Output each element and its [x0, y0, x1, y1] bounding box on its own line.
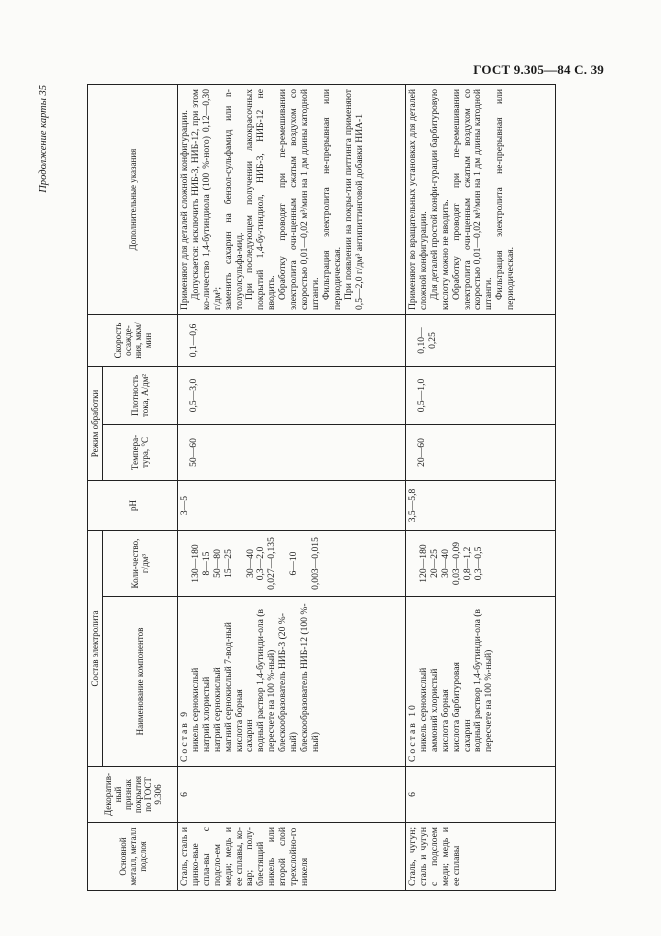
electrolyte-table: [87, 84, 556, 891]
quantity-value: 120—180: [418, 544, 429, 583]
component-item: блескообразователь НИБ-12 (100 %-ный): [298, 603, 321, 752]
component-item: натрий сернокислый: [211, 667, 223, 752]
component-item: кислота барбитуровая: [450, 662, 462, 752]
composition-title: Состав 9: [179, 710, 190, 762]
note-paragraph: Допускается: исключить НИБ-3, НИБ-12, при этом ко-личество 1,4-бутиндиола (100 %-ного) 0,12—0,30 г/дм³;: [189, 89, 223, 310]
quantities-cell: [406, 531, 556, 597]
col-current-density: Плотность тока, А/дм²: [103, 367, 178, 425]
col-deposition-rate: Скорость осажде-ния, мкм/мин: [88, 315, 178, 367]
table-row: [178, 85, 406, 891]
component-item: аммоний хлористый: [428, 668, 440, 752]
quantity-value: 0,03—0,09: [450, 541, 462, 586]
col-mode: Режим обработки: [88, 367, 103, 481]
note-paragraph: Применяют для деталей сложной конфигурации.: [179, 110, 190, 310]
note-paragraph: Фильтрация электролита не-прерывная или периодическая.: [494, 89, 517, 310]
component-item: блескообразователь НИБ-3 (20 %-ный): [277, 613, 300, 752]
component-item: натрий хлористый: [200, 676, 212, 752]
quantity-value: 0,8—1,2: [461, 546, 473, 581]
quantity-value: 0,3—2,0: [255, 546, 267, 581]
col-electrolyte: Состав электролита: [88, 531, 103, 767]
current-density-cell: 0,5—1,0: [406, 367, 556, 425]
current-density-cell: 0,5—3,0: [178, 367, 406, 425]
col-temperature: Темпера-тура, °С: [103, 425, 178, 481]
col-notes: Дополнительные указания: [88, 85, 178, 315]
deposition-rate-cell: 0,10—0,25: [406, 315, 556, 367]
component-item: водный раствор 1,4-бутинди-ола (в пересчете на 100 %-ный): [472, 609, 495, 752]
component-item: сахарин: [244, 719, 256, 752]
note-paragraph: Применяют во вращательных установках для деталей сложной конфигурации.: [407, 89, 429, 310]
decor-cell: 6: [406, 767, 556, 823]
ph-cell: 3—5: [178, 481, 406, 531]
quantity-value: 50—80: [211, 549, 223, 578]
ph-cell: 3,5—5,8: [406, 481, 556, 531]
notes-cell: [178, 85, 406, 315]
note-paragraph: При последующем получении лакокрасочных покрытий 1,4-бу-тиндиол, НИБ-3, НИБ-12 не вводить.: [244, 89, 278, 310]
rotated-table-block: [38, 85, 607, 891]
col-ph: рН: [88, 481, 178, 531]
quantity-value: [235, 535, 246, 592]
quantity-value: 6—10: [288, 551, 300, 576]
component-item: никель сернокислый: [189, 667, 201, 752]
metal-cell: Сталь, чугун; сталь и чугун с подслоем меди; медь и ее сплавы: [406, 823, 556, 891]
col-component-name: Наименование компонентов: [103, 597, 178, 767]
deposition-rate-cell: 0,1—0,6: [178, 315, 406, 367]
component-item: кислота борная: [439, 689, 451, 752]
quantity-value: 15—25: [222, 549, 234, 578]
quantity-value: 8—15: [200, 551, 212, 576]
note-paragraph: Фильтрация электролита не-прерывная или периодическая.: [320, 89, 343, 310]
quantity-value: 0,003—0,015: [309, 537, 321, 590]
quantity-value: 0,027—0,135: [266, 537, 278, 590]
table-row: [406, 85, 556, 891]
component-item: никель сернокислый: [417, 667, 429, 752]
component-item: водный раствор 1,4-бутинди-ола (в пересчете на 100 %-ный): [255, 609, 278, 752]
metal-cell: Сталь, сталь и цинко-вые спла-вы с подсло-ем меди; медь и ее сплавы, ко-вар; полу-блестящий никель или второй слой трехслойно-го никеля: [178, 823, 406, 891]
notes-cell: [406, 85, 556, 315]
decor-cell: 6: [178, 767, 406, 823]
quantity-value: 0,3—0,5: [472, 546, 484, 581]
components-cell: [406, 597, 556, 767]
component-item: сахарин: [461, 719, 473, 752]
note-paragraph: Обработку проводят при пе-ремешивании электролита очи-щенным сжатым воздухом со скоростью 0,01—0,02 м³/мин на 1 дм длины катодной штанги.: [450, 89, 495, 310]
col-quantity: Коли-чество, г/дм³: [103, 531, 178, 597]
quantity-value: 30—40: [439, 549, 451, 578]
quantity-value: 130—180: [190, 544, 201, 583]
note-paragraph: При появлении на покры-тии питтинга применяют 0,5—2,0 г/дм³ антипиттинговой добавки НИА-1: [342, 89, 365, 310]
col-decor: Декоратив-ный признак покрытия по ГОСТ 9.306: [88, 767, 178, 823]
quantity-value: 20—25: [428, 549, 440, 578]
components-cell: [178, 597, 406, 767]
temperature-cell: 20—60: [406, 425, 556, 481]
component-item: кислота борная: [233, 689, 245, 752]
temperature-cell: 50—60: [178, 425, 406, 481]
quantities-cell: [178, 531, 406, 597]
note-paragraph: Для деталей простой конфи-гурации барбитуровую кислоту можно не вводить.: [428, 89, 451, 310]
col-metal: Основной металл, металл подслоя: [88, 823, 178, 891]
component-item: магний сернокислый 7-вод-ный: [222, 622, 234, 752]
note-paragraph: заменить сахарин на бензол-сульфамид или n-толуолсульфа-мид.: [222, 89, 245, 310]
composition-title: Состав 10: [407, 703, 418, 762]
continuation-label: Продолжение карты 35: [38, 85, 49, 193]
page-header: ГОСТ 9.305—84 С. 39: [473, 62, 604, 77]
quantity-value: 30—40: [244, 549, 256, 578]
header-row-1: [88, 85, 103, 891]
note-paragraph: Обработку проводят при пе-ремешивании электролита очи-щенным сжатым воздухом со скоростью 0,01—0,02 м³/мин на 1 дм длины катодной штанги.: [277, 89, 321, 310]
